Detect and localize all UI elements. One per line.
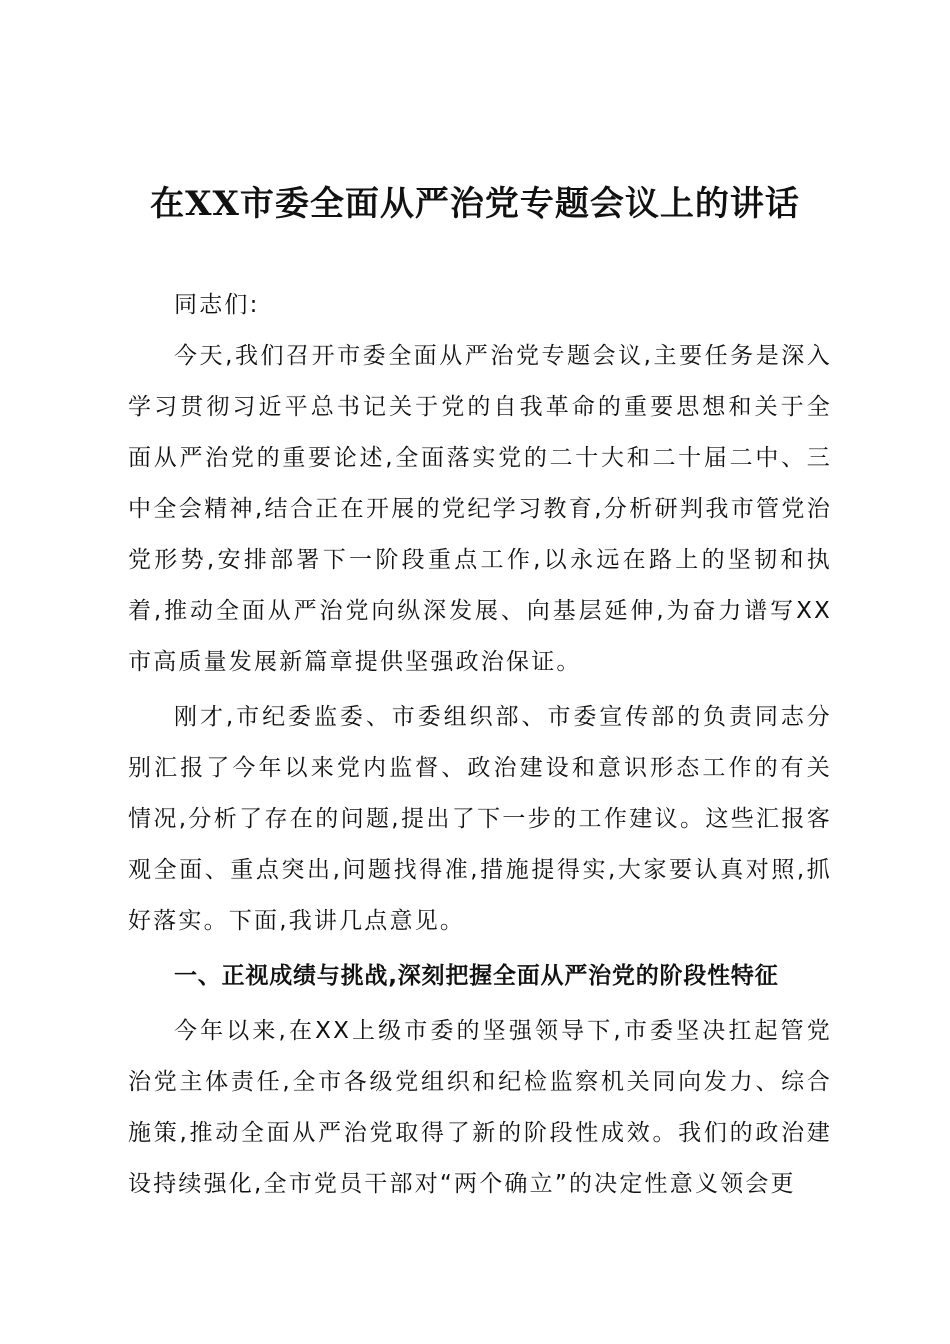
section-heading: 一、正视成绩与挑战,深刻把握全面从严治党的阶段性特征 xyxy=(174,963,779,989)
greeting: 同志们: xyxy=(174,292,260,318)
document-title: 在XX市委全面从严治党专题会议上的讲话 xyxy=(150,184,800,224)
document-body xyxy=(128,280,832,1214)
paragraph-reports: 刚才,市纪委监委、市委组织部、市委宣传部的负责同志分别汇报了今年以来党内监督、政治建设和意识形态工作的有关情况,分析了存在的问题,提出了下一步的工作建议。这些汇报客观全面、重点突出,问题找得准,措施提得实,大家要认真对照,抓好落实。下面,我讲几点意见。 xyxy=(128,704,832,934)
paragraph-opening: 今天,我们召开市委全面从严治党专题会议,主要任务是深入学习贯彻习近平总书记关于党的自我革命的重要思想和关于全面从严治党的重要论述,全面落实党的二十大和二十届二中、三中全会精神,结合正在开展的党纪学习教育,分析研判我市管党治党形势,安排部署下一阶段重点工作,以永远在路上的坚韧和执着,推动全面从严治党向纵深发展、向基层延伸,为奋力谱写XX市高质量发展新篇章提供坚强政治保证。 xyxy=(128,343,832,675)
section-paragraph: 今年以来,在XX上级市委的坚强领导下,市委坚决扛起管党治党主体责任,全市各级党组织和纪检监察机关同向发力、综合施策,推动全面从严治党取得了新的阶段性成效。我们的政治建设持续强化,全市党员干部对“两个确立”的决定性意义领会更 xyxy=(128,1018,832,1197)
